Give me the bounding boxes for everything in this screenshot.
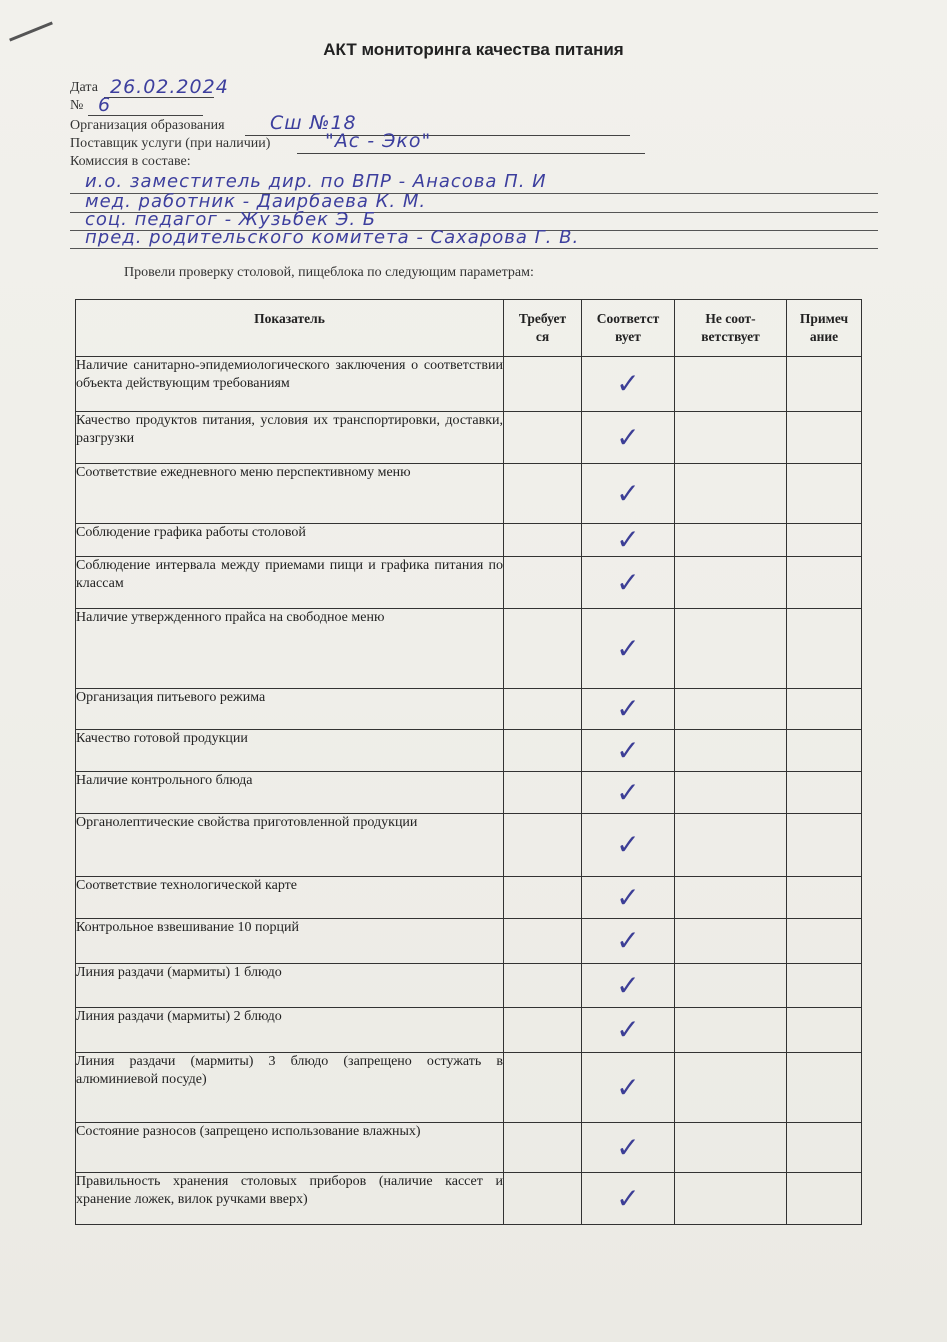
note-cell [787, 689, 862, 730]
required-cell [504, 412, 582, 464]
pen-mark [9, 21, 53, 41]
compliant-cell [582, 464, 675, 524]
table-row [76, 919, 862, 964]
required-cell [504, 689, 582, 730]
commission-line-4 [70, 248, 878, 249]
compliant-cell [582, 557, 675, 609]
table-row [76, 1053, 862, 1123]
compliant-cell [582, 877, 675, 919]
compliant-cell [582, 524, 675, 557]
required-cell [504, 1053, 582, 1123]
required-cell [504, 557, 582, 609]
compliant-cell [582, 814, 675, 877]
table-row [76, 689, 862, 730]
indicator-cell: Линия раздачи (мармиты) 2 блюдо [76, 1008, 504, 1053]
compliant-cell [582, 1008, 675, 1053]
compliant-cell [582, 609, 675, 689]
indicator-cell: Организация питьевого режима [76, 689, 504, 730]
indicator-cell: Соответствие технологической карте [76, 877, 504, 919]
supplier-label: Поставщик услуги (при наличии) [70, 136, 271, 151]
commission-member: и.о. заместитель дир. по ВПР - Анасова П. И [85, 171, 547, 192]
commission-member: соц. педагог - Жузьбек Э. Б [85, 209, 377, 230]
table-row [76, 730, 862, 772]
noncompliant-cell [675, 689, 787, 730]
note-cell [787, 557, 862, 609]
header-required: Требует ся [504, 300, 582, 357]
header-noncompliant: Не соот- ветствует [675, 300, 787, 357]
check-mark-icon: ✓ [616, 523, 640, 556]
noncompliant-cell [675, 524, 787, 557]
indicator-cell: Линия раздачи (мармиты) 1 блюдо [76, 964, 504, 1008]
required-cell [504, 772, 582, 814]
noncompliant-cell [675, 814, 787, 877]
table-row [76, 609, 862, 689]
check-mark-icon: ✓ [616, 420, 640, 454]
required-cell [504, 1173, 582, 1225]
table-row [76, 557, 862, 609]
indicator-cell: Соблюдение интервала между приемами пищи и графика питания по классам [76, 557, 504, 609]
required-cell [504, 357, 582, 412]
check-mark-icon: ✓ [616, 1181, 640, 1215]
noncompliant-cell [675, 1173, 787, 1225]
date-value: 26.02.2024 [110, 76, 229, 98]
indicator-cell: Соблюдение графика работы столовой [76, 524, 504, 557]
check-mark-icon: ✓ [616, 565, 640, 599]
note-cell [787, 814, 862, 877]
check-mark-icon: ✓ [616, 367, 640, 400]
note-cell [787, 1008, 862, 1053]
compliant-cell [582, 357, 675, 412]
compliant-cell [582, 964, 675, 1008]
compliant-cell [582, 1053, 675, 1123]
required-cell [504, 524, 582, 557]
table-row [76, 877, 862, 919]
indicator-cell: Соответствие ежедневного меню перспективному меню [76, 464, 504, 524]
indicator-cell: Наличие контрольного блюда [76, 772, 504, 814]
number-label: № [70, 98, 84, 113]
date-label: Дата [70, 80, 98, 95]
indicator-cell: Наличие утвержденного прайса на свободное меню [76, 609, 504, 689]
table-row [76, 964, 862, 1008]
table-row [76, 772, 862, 814]
document-title: АКТ мониторинга качества питания [323, 40, 624, 59]
indicator-cell: Наличие санитарно-эпидемиологического заключения о соответствии объекта действующим требованиям [76, 357, 504, 412]
noncompliant-cell [675, 412, 787, 464]
note-cell [787, 730, 862, 772]
table-row [76, 1008, 862, 1053]
indicator-cell: Линия раздачи (мармиты) 3 блюдо (запрещено остужать в алюминиевой посуде) [76, 1053, 504, 1123]
table-header-row [76, 300, 862, 357]
noncompliant-cell [675, 464, 787, 524]
check-mark-icon: ✓ [616, 880, 640, 914]
number-value: 6 [98, 94, 112, 116]
required-cell [504, 919, 582, 964]
check-mark-icon: ✓ [616, 828, 640, 861]
indicator-cell: Качество готовой продукции [76, 730, 504, 772]
monitoring-table [75, 299, 862, 1225]
check-mark-icon: ✓ [616, 1130, 640, 1164]
noncompliant-cell [675, 357, 787, 412]
required-cell [504, 730, 582, 772]
noncompliant-cell [675, 730, 787, 772]
note-cell [787, 877, 862, 919]
commission-label: Комиссия в составе: [70, 154, 191, 169]
check-mark-icon: ✓ [616, 1070, 640, 1104]
intro-text: Провели проверку столовой, пищеблока по следующим параметрам: [124, 265, 534, 280]
indicator-cell: Правильность хранения столовых приборов (наличие кассет и хранение ложек, вилок ручками вверх) [76, 1173, 504, 1225]
org-underline [245, 135, 630, 136]
note-cell [787, 524, 862, 557]
compliant-cell [582, 730, 675, 772]
indicator-cell: Органолептические свойства приготовленной продукции [76, 814, 504, 877]
note-cell [787, 357, 862, 412]
check-mark-icon: ✓ [616, 1013, 640, 1046]
required-cell [504, 877, 582, 919]
noncompliant-cell [675, 609, 787, 689]
noncompliant-cell [675, 1053, 787, 1123]
compliant-cell [582, 772, 675, 814]
table-row [76, 1123, 862, 1173]
header-indicator: Показатель [76, 300, 504, 357]
compliant-cell [582, 689, 675, 730]
note-cell [787, 1053, 862, 1123]
check-mark-icon: ✓ [616, 775, 640, 809]
required-cell [504, 464, 582, 524]
org-label: Организация образования [70, 118, 225, 133]
table-row [76, 464, 862, 524]
compliant-cell [582, 1173, 675, 1225]
supplier-value: "Ас - Эко" [325, 130, 432, 152]
required-cell [504, 814, 582, 877]
note-cell [787, 609, 862, 689]
noncompliant-cell [675, 1008, 787, 1053]
table-row [76, 357, 862, 412]
note-cell [787, 464, 862, 524]
check-mark-icon: ✓ [616, 631, 640, 665]
note-cell [787, 772, 862, 814]
note-cell [787, 919, 862, 964]
table-row [76, 412, 862, 464]
indicator-cell: Качество продуктов питания, условия их транспортировки, доставки, разгрузки [76, 412, 504, 464]
required-cell [504, 964, 582, 1008]
required-cell [504, 1123, 582, 1173]
check-mark-icon: ✓ [616, 924, 640, 957]
noncompliant-cell [675, 919, 787, 964]
indicator-cell: Контрольное взвешивание 10 порций [76, 919, 504, 964]
compliant-cell [582, 412, 675, 464]
table-row [76, 814, 862, 877]
noncompliant-cell [675, 964, 787, 1008]
noncompliant-cell [675, 877, 787, 919]
commission-member: пред. родительского комитета - Сахарова Г. В. [85, 227, 580, 248]
compliant-cell [582, 919, 675, 964]
required-cell [504, 609, 582, 689]
required-cell [504, 1008, 582, 1053]
note-cell [787, 412, 862, 464]
compliant-cell [582, 1123, 675, 1173]
noncompliant-cell [675, 557, 787, 609]
note-cell [787, 964, 862, 1008]
commission-member: мед. работник - Даирбаева К. М. [85, 191, 427, 212]
check-mark-icon: ✓ [616, 733, 640, 767]
noncompliant-cell [675, 772, 787, 814]
header-note: Примеч ание [787, 300, 862, 357]
org-value: Сш №18 [270, 112, 357, 134]
table-row [76, 1173, 862, 1225]
table-row [76, 524, 862, 557]
noncompliant-cell [675, 1123, 787, 1173]
supplier-underline [297, 153, 645, 154]
note-cell [787, 1173, 862, 1225]
indicator-cell: Состояние разносов (запрещено использование влажных) [76, 1123, 504, 1173]
note-cell [787, 1123, 862, 1173]
check-mark-icon: ✓ [616, 692, 640, 725]
header-compliant: Соответст вует [582, 300, 675, 357]
check-mark-icon: ✓ [616, 968, 640, 1002]
check-mark-icon: ✓ [616, 476, 640, 510]
